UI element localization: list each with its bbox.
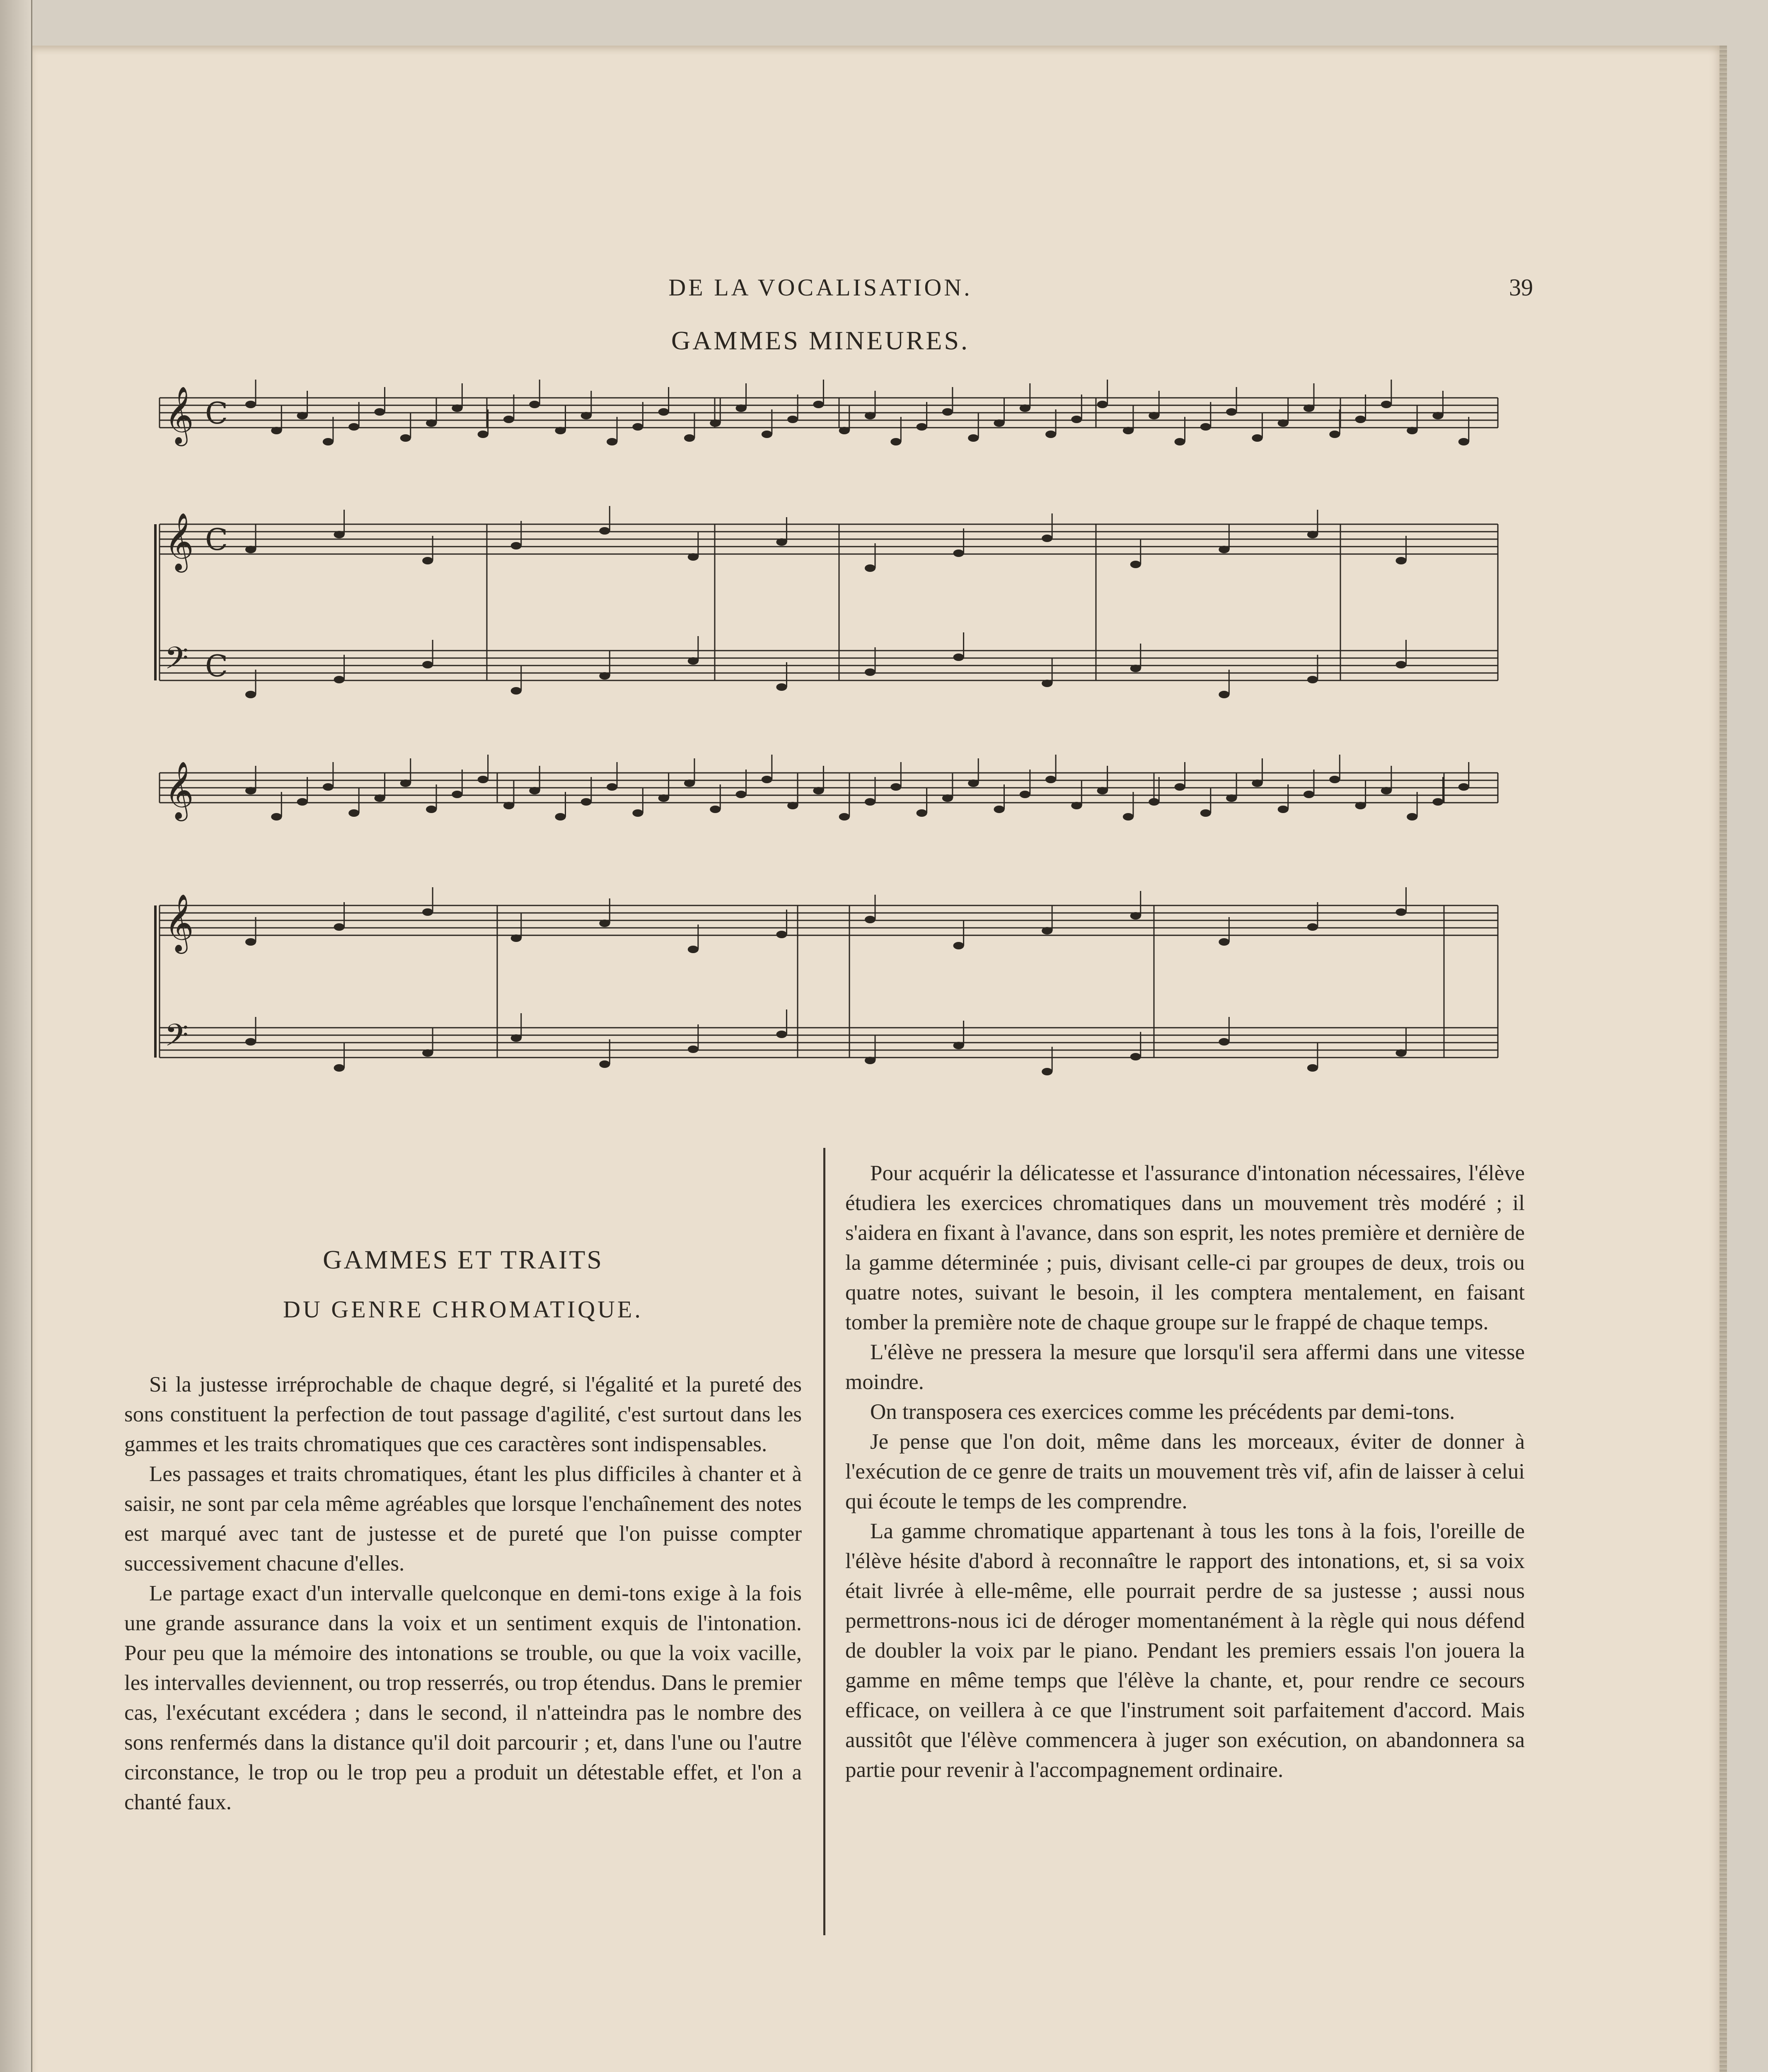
note-head [953,1042,964,1049]
note-head [1226,794,1237,802]
note-head [400,434,411,442]
note-head [1396,1049,1406,1057]
note-head [334,676,345,683]
note-head [1432,798,1443,806]
note-head [1307,923,1318,931]
note-head [1123,813,1134,821]
note-head [917,809,927,817]
note-head [245,787,256,794]
note-head [503,802,514,809]
note-head [452,791,462,798]
note-head [1219,938,1229,946]
note-head [1307,1064,1318,1072]
note-head [1175,783,1185,791]
section-title: GAMMES MINEURES. [671,326,970,355]
note-head [422,1049,433,1057]
chapter-subtitle: DU GENRE CHROMATIQUE. [283,1296,643,1323]
page-number: 39 [1509,274,1533,301]
note-head [348,423,359,431]
note-head [736,791,747,798]
note-head [813,787,824,794]
note-head [1175,438,1185,445]
note-head [688,1046,699,1053]
note-head [953,942,964,949]
time-signature: C [205,396,228,431]
note-head [1381,401,1392,408]
note-head [1020,404,1030,412]
note-head [776,1031,787,1038]
time-signature: C [205,522,228,557]
treble-clef: 𝄞 [164,513,194,570]
note-head [632,809,643,817]
note-head [736,404,747,412]
note-head [1458,783,1469,791]
note-head [1219,1038,1229,1046]
note-head [511,1034,522,1042]
note-head [245,691,256,698]
note-head [865,412,876,419]
paragraph: Les passages et traits chromatiques, étant les plus difficiles à chanter et à saisir, ne sont par cela même agréables que lorsque l'enchaînement des notes est marqué avec tant de justesse et de pureté que l'on puisse compter successivement chacune d'elles. [124,1462,802,1576]
note-head [1071,416,1082,423]
note-head [1381,787,1392,794]
note-head [555,813,566,821]
note-head [422,661,433,668]
note-head [374,794,385,802]
note-head [658,794,669,802]
note-head [1407,427,1417,434]
note-head [1304,404,1314,412]
note-head [688,553,699,561]
note-head [942,408,953,416]
note-head [684,434,695,442]
note-head [688,657,699,665]
note-head [581,798,592,806]
note-head [942,794,953,802]
note-head [968,779,979,787]
note-head [599,672,610,680]
note-head [1278,806,1289,813]
note-head [1097,401,1108,408]
note-head [245,1038,256,1046]
note-head [1071,802,1082,809]
left-column [124,1144,802,1817]
note-head [245,401,256,408]
note-head [1329,776,1340,783]
note-head [787,802,798,809]
note-head [1355,416,1366,423]
note-head [271,813,282,821]
note-head [1252,434,1263,442]
note-head [374,408,385,416]
note-head [1042,927,1052,934]
note-head [323,438,334,445]
note-head [710,806,721,813]
note-head [917,423,927,431]
note-head [1252,779,1263,787]
note-head [1020,791,1030,798]
note-head [599,920,610,927]
note-head [1130,561,1141,568]
note-head [1045,431,1056,438]
note-head [400,779,411,787]
note-head [511,687,522,695]
note-head [994,419,1004,427]
note-head [1130,912,1141,920]
note-head [776,683,787,691]
note-head [953,654,964,661]
note-head [478,431,489,438]
note-head [890,783,901,791]
column-divider [823,1148,825,1935]
note-head [813,401,824,408]
note-head [599,527,610,535]
note-head [1396,908,1406,916]
note-head [762,431,772,438]
paragraph: Le partage exact d'un intervalle quelconque en demi-tons exige à la fois une grande assurance dans la voix et un sentiment exquis de l'intonation. Pour peu que la mémoire des intonations se trouble, ou que la voix vacille, les intervalles deviennent, ou trop resserrés, ou trop étendus. Dans le premier cas, l'exécutant excédera ; dans le second, il n'atteindra pas le nombre des sons renfermés dans la distance qu'il doit parcourir ; et, dans l'une ou l'autre circonstance, le trop ou le trop peu a produit un détestable effet, et l'on a chanté faux. [124,1581,802,1814]
note-head [452,404,462,412]
note-head [839,813,850,821]
note-head [865,1057,876,1064]
note-head [1219,546,1229,553]
note-head [529,787,540,794]
bass-clef: 𝄢 [164,640,189,684]
note-head [1123,427,1134,434]
note-head [426,419,437,427]
note-head [555,427,566,434]
note-head [478,776,489,783]
note-head [968,434,979,442]
note-head [865,798,876,806]
note-head [1130,665,1141,672]
note-head [1407,813,1417,821]
right-column [845,1158,1525,1785]
note-head [1045,776,1056,783]
note-head [632,423,643,431]
note-head [323,783,334,791]
note-head [684,779,695,787]
paragraph: La gamme chromatique appartenant à tous les tons à la fois, l'oreille de l'élève hésite d'abord à reconnaître le rapport des intonations, et, si sa voix était livrée à elle-même, elle pourrait perdre de sa justesse ; aussi nous permettrons-nous ici de déroger momentanément à la règle qui nous défend de doubler la voix par le piano. Pendant les premiers essais l'on jouera la gamme en même temps que l'élève la chante, et, pour rendre ce secours efficace, on veillera à ce que l'instrument soit parfaitement d'accord. Mais aussitôt que l'élève commencera à juger son exécution, on abandonnera sa partie pour revenir à l'accompagnement ordinaire. [845,1519,1525,1782]
treble-clef: 𝄞 [164,894,194,951]
note-head [1432,412,1443,419]
note-head [1200,809,1211,817]
note-head [1304,791,1314,798]
paragraph: Je pense que l'on doit, même dans les morceaux, éviter de donner à l'exécution de ce genre de traits un mouvement très vif, afin de laisser à celui qui écoute le temps de les comprendre. [845,1430,1525,1513]
note-head [426,806,437,813]
note-head [890,438,901,445]
note-head [422,557,433,564]
note-head [245,938,256,946]
note-head [776,931,787,938]
note-head [511,542,522,549]
note-head [245,546,256,553]
note-head [334,923,345,931]
note-head [1219,691,1229,698]
note-head [1307,531,1318,538]
note-head [334,531,345,538]
note-head [1329,431,1340,438]
note-head [1355,802,1366,809]
note-head [865,668,876,676]
note-head [511,934,522,942]
note-head [529,401,540,408]
chapter-title: GAMMES ET TRAITS [323,1245,603,1274]
note-head [607,783,617,791]
note-head [776,538,787,546]
note-head [1097,787,1108,794]
note-head [865,564,876,572]
note-head [271,427,282,434]
note-head [334,1064,345,1072]
bass-clef: 𝄢 [164,1017,189,1061]
treble-clef: 𝄞 [164,761,194,819]
time-signature: C [205,649,228,683]
paragraph: Pour acquérir la délicatesse et l'assurance d'intonation nécessaires, l'élève étudiera les exercices chromatiques dans un mouvement très modéré ; il s'aidera en fixant à l'avance, dans son esprit, les notes première et dernière de la gamme déterminée ; puis, divisant celle-ci par groupes de deux, trois ou quatre notes, suivant le besoin, il les comptera mentalement, en faisant tomber la première note de chaque groupe sur le frappé de chaque temps. [845,1161,1525,1334]
note-head [839,427,850,434]
note-head [1042,1068,1052,1075]
note-head [607,438,617,445]
note-head [787,416,798,423]
note-head [581,412,592,419]
note-head [1042,680,1052,687]
note-head [762,776,772,783]
note-head [953,549,964,557]
paragraph: On transposera ces exercices comme les précédents par demi-tons. [870,1400,1455,1424]
note-head [348,809,359,817]
note-head [422,908,433,916]
note-head [1200,423,1211,431]
note-head [1307,676,1318,683]
note-head [1396,557,1406,564]
note-head [1278,419,1289,427]
note-head [1130,1053,1141,1060]
treble-clef: 𝄞 [164,386,194,444]
note-head [1458,438,1469,445]
running-head: DE LA VOCALISATION. [668,274,972,301]
note-head [994,806,1004,813]
note-head [865,916,876,923]
note-head [688,946,699,953]
note-head [1396,661,1406,668]
note-head [599,1060,610,1068]
note-head [658,408,669,416]
paragraph: Si la justesse irréprochable de chaque degré, si l'égalité et la pureté des sons constituent la perfection de tout passage d'agilité, c'est surtout dans les gammes et les traits chromatiques que ces caractères sont indispensables. [124,1372,802,1456]
note-head [1149,412,1159,419]
note-head [297,798,308,806]
note-head [503,416,514,423]
note-head [1226,408,1237,416]
note-head [1042,535,1052,542]
note-head [297,412,308,419]
paragraph: L'élève ne pressera la mesure que lorsqu'il sera affermi dans une vitesse moindre. [845,1340,1525,1394]
